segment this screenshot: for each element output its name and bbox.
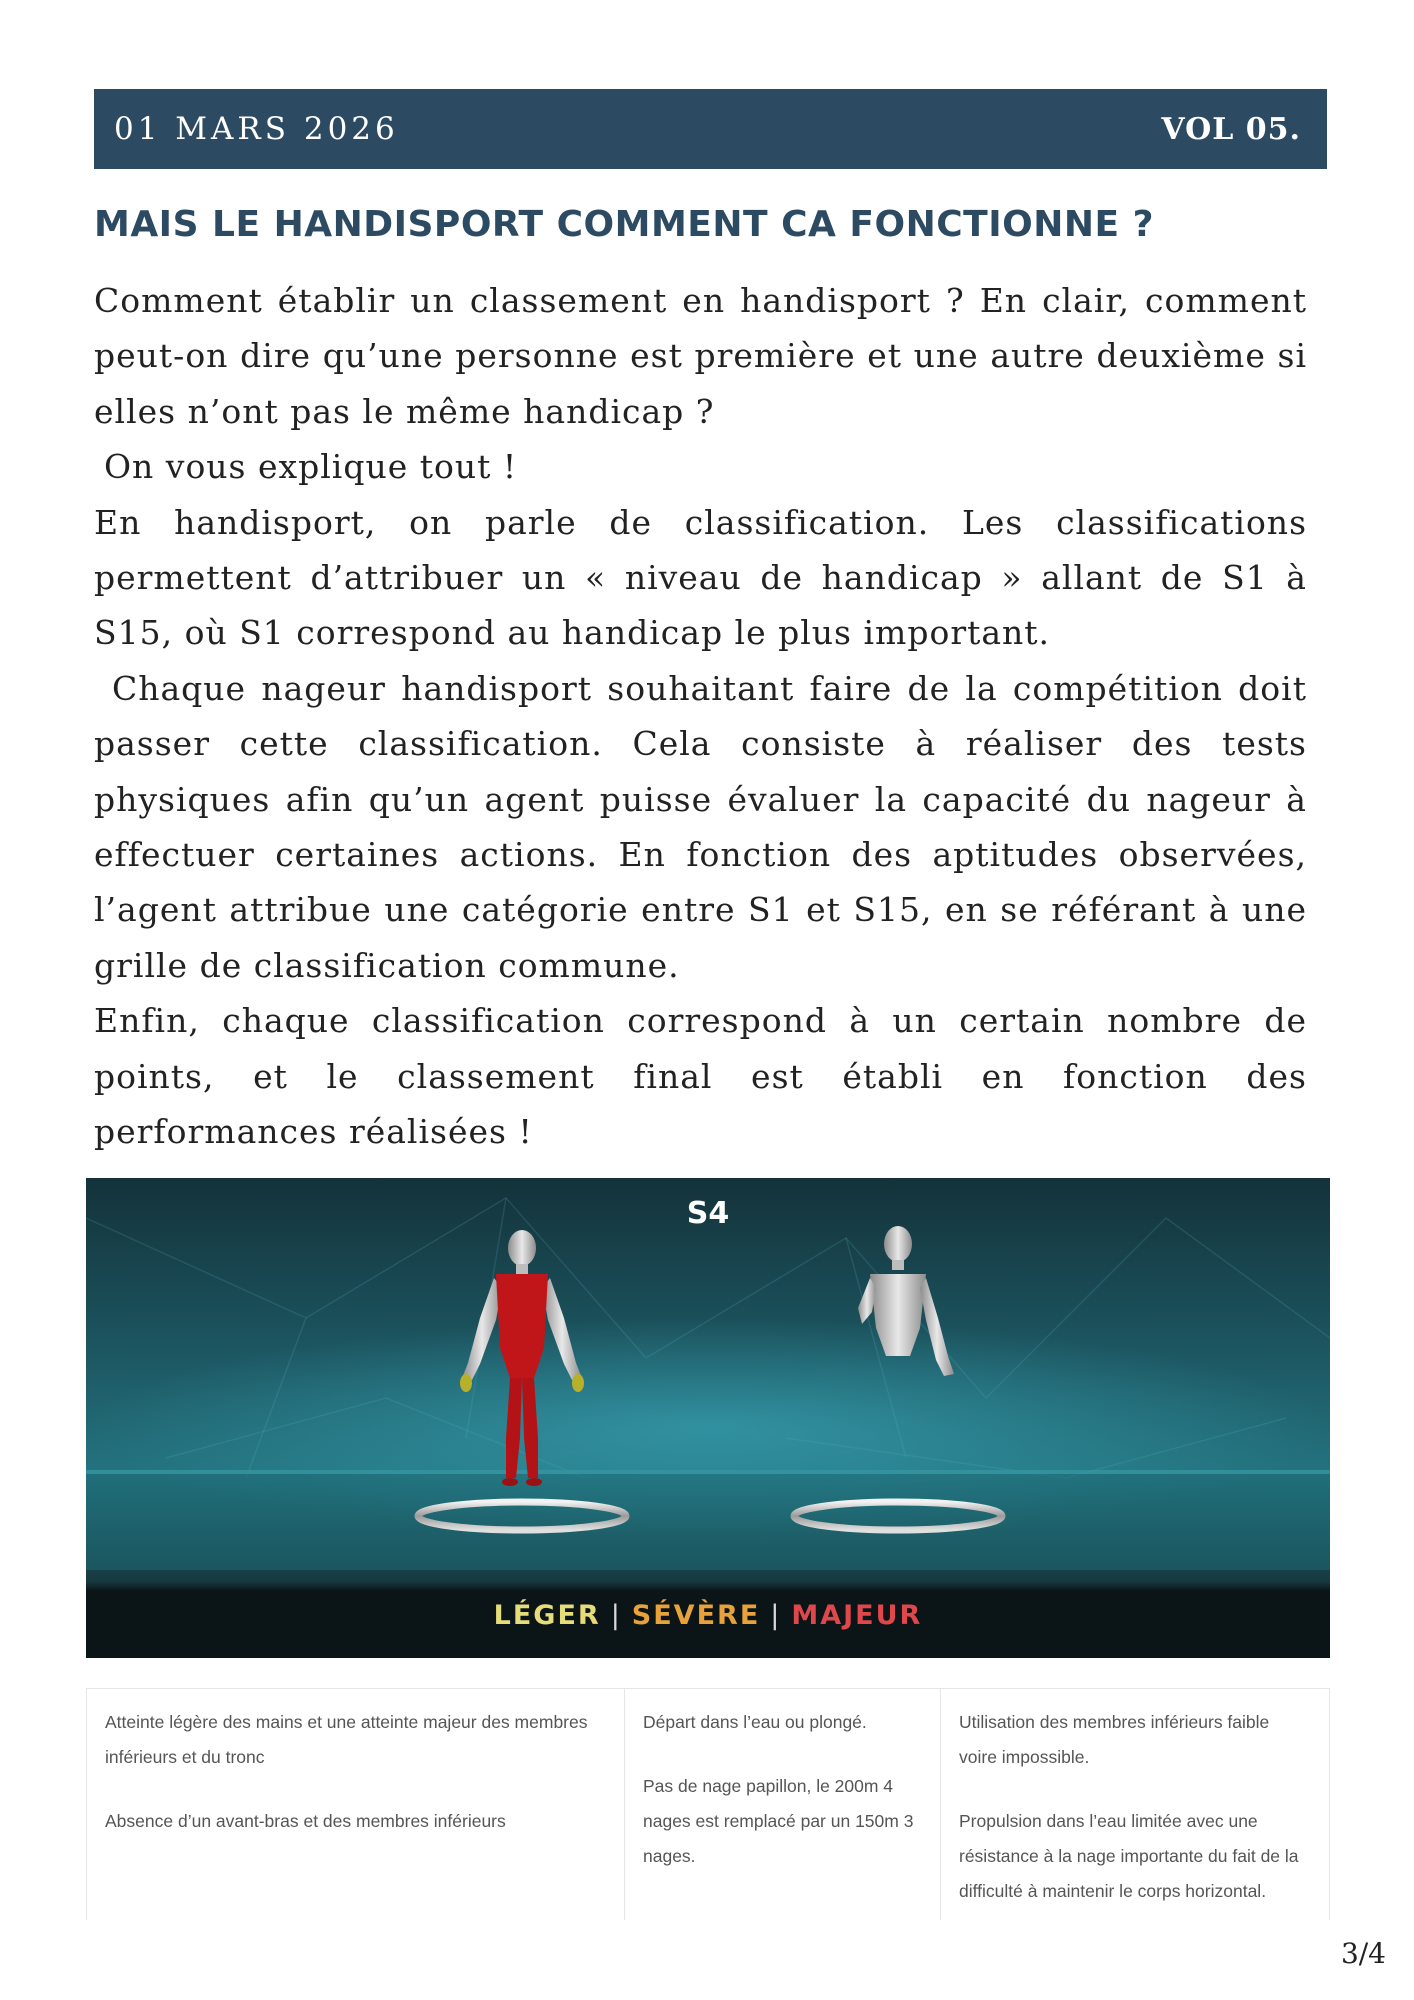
info-column-effects [941, 1689, 1330, 1920]
legend-separator: | [770, 1600, 782, 1631]
info-item: Pas de nage papillon, le 200m 4 nages est remplacé par un 150m 3 nages. [643, 1776, 914, 1866]
impairment-legend [86, 1600, 1330, 1631]
legend-light: LÉGER [493, 1600, 601, 1631]
legend-major: MAJEUR [791, 1600, 923, 1631]
info-item: Propulsion dans l’eau limitée avec une résistance à la nage importante du fait de la difficulté à maintenir le corps horizontal. [959, 1811, 1299, 1901]
info-item: Absence d’un avant-bras et des membres inférieurs [105, 1811, 506, 1831]
paragraph-points: Enfin, chaque classification correspond à un certain nombre de points, et le classement final est établi en fonction des performances réalisées ! [94, 1001, 1307, 1152]
classification-figure [86, 1178, 1330, 1658]
issue-volume: VOL 05. [1161, 111, 1301, 147]
issue-date: 01 MARS 2026 [114, 111, 399, 147]
info-column-rules [625, 1689, 941, 1920]
info-item: Atteinte légère des mains et une atteinte majeur des membres inférieurs et du tronc [105, 1712, 588, 1767]
article-title: MAIS LE HANDISPORT COMMENT CA FONCTIONNE ? [94, 204, 1154, 245]
info-item: Départ dans l’eau ou plongé. [643, 1712, 867, 1732]
classification-info-table [86, 1688, 1330, 1920]
header-bar [94, 89, 1327, 169]
legend-separator: | [610, 1600, 622, 1631]
classification-label: S4 [686, 1196, 730, 1231]
article-body [94, 273, 1307, 1160]
info-column-impairment [86, 1689, 625, 1920]
legend-severe: SÉVÈRE [631, 1600, 761, 1631]
page-number: 3/4 [1340, 1937, 1386, 1970]
info-item: Utilisation des membres inférieurs faible voire impossible. [959, 1712, 1270, 1767]
paragraph-process: Chaque nageur handisport souhaitant faire de la compétition doit passer cette classification. Cela consiste à réaliser des tests physiques afin qu’un agent puisse évaluer la capacité du nageur à effectuer certaines actions. En fonction des aptitudes observées, l’agent attribue une catégorie entre S1 et S15, en se référant à une grille de classification commune. [94, 668, 1307, 985]
paragraph-explain: On vous explique tout ! [104, 447, 518, 487]
paragraph-classification: En handisport, on parle de classification. Les classifications permettent d’attribuer un « niveau de handicap » allant de S1 à S15, où S1 correspond au handicap le plus important. [94, 502, 1307, 653]
figure-illustration [86, 1178, 1330, 1658]
paragraph-intro: Comment établir un classement en handisport ? En clair, comment peut-on dire qu’une personne est première et une autre deuxième si elles n’ont pas le même handicap ? [94, 281, 1307, 431]
